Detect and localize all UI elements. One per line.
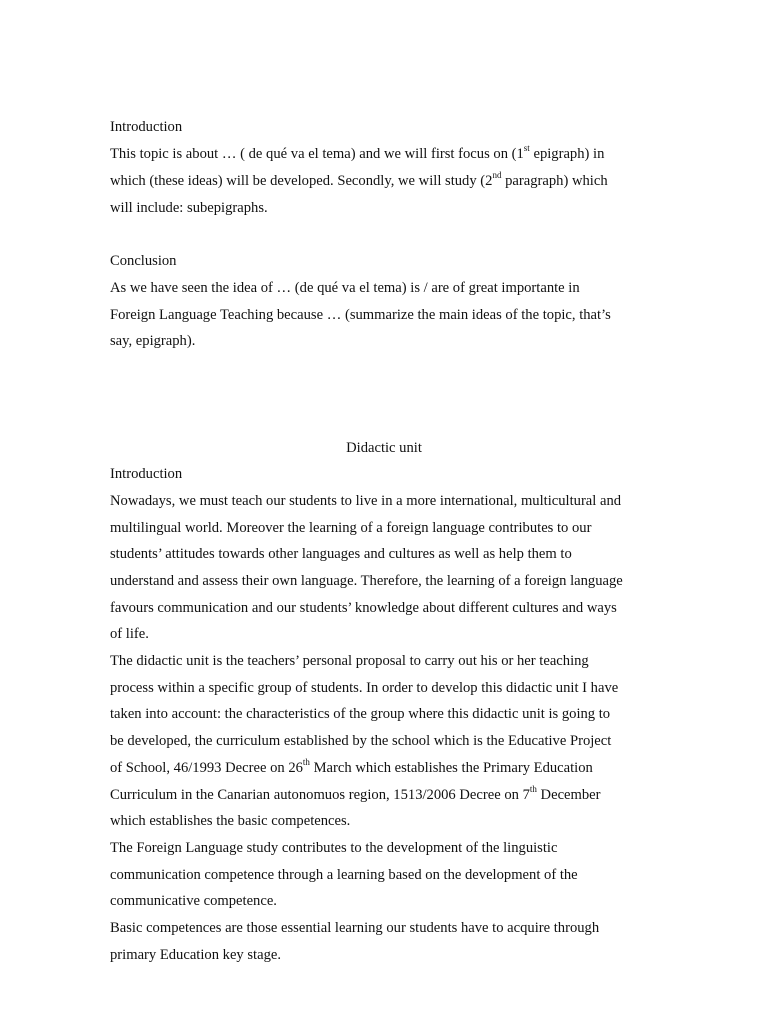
paragraph-text: of School, 46/1993 Decree on 26 <box>110 760 303 776</box>
conclusion-line: Foreign Language Teaching because … (summarize the main ideas of the topic, that’s <box>110 307 611 323</box>
paragraph-line: taken into account: the characteristics of the group where this didactic unit is going to <box>110 706 611 722</box>
paragraph-line: primary Education key stage. <box>110 947 282 963</box>
paragraph-text: Curriculum in the Canarian autonomuos region, 1513/2006 Decree on 7 <box>110 787 530 803</box>
paragraph-line: of life. <box>110 626 149 642</box>
paragraph-line: be developed, the curriculum established by the school which is the Educative Project <box>110 733 612 749</box>
intro-text: paragraph) which <box>501 173 608 189</box>
paragraph-line: students’ attitudes towards other languages and cultures as well as help them to <box>110 546 572 562</box>
intro-text: This topic is about … ( de qué va el tema) and we will first focus on (1 <box>110 146 524 162</box>
paragraph-line: which establishes the basic competences. <box>110 813 351 829</box>
ordinal-superscript: st <box>523 143 530 154</box>
paragraph-line: understand and assess their own language. Therefore, the learning of a foreign language <box>110 573 623 589</box>
paragraph-line <box>110 759 593 777</box>
conclusion-line: say, epigraph). <box>110 333 196 349</box>
intro-text: which (these ideas) will be developed. Secondly, we will study (2 <box>110 173 493 189</box>
paragraph-line: communicative competence. <box>110 893 277 909</box>
didactic-unit-title: Didactic unit <box>346 440 422 456</box>
ordinal-superscript: nd <box>492 170 502 181</box>
conclusion-line: As we have seen the idea of … (de qué va el tema) is / are of great importante in <box>110 280 580 296</box>
paragraph-line: process within a specific group of students. In order to develop this didactic unit I have <box>110 680 619 696</box>
intro-line <box>110 145 604 163</box>
paragraph-line: favours communication and our students’ knowledge about different cultures and ways <box>110 600 617 616</box>
didactic-intro-heading: Introduction <box>110 466 183 482</box>
paragraph-line <box>110 786 601 804</box>
ordinal-superscript: th <box>302 757 310 768</box>
paragraph-text: March which establishes the Primary Education <box>309 760 593 776</box>
ordinal-superscript: th <box>529 784 537 795</box>
paragraph-text: December <box>536 787 601 803</box>
paragraph-line: The Foreign Language study contributes to the development of the linguistic <box>110 840 558 856</box>
paragraph-line: Nowadays, we must teach our students to live in a more international, multicultural and <box>110 493 622 509</box>
conclusion-heading: Conclusion <box>110 253 177 269</box>
paragraph-line: Basic competences are those essential learning our students have to acquire through <box>110 920 600 936</box>
intro-text: epigraph) in <box>529 146 605 162</box>
paragraph-line: The didactic unit is the teachers’ personal proposal to carry out his or her teaching <box>110 653 589 669</box>
intro-heading: Introduction <box>110 119 183 135</box>
intro-line: will include: subepigraphs. <box>110 200 268 216</box>
paragraph-line: multilingual world. Moreover the learning of a foreign language contributes to our <box>110 520 592 536</box>
intro-line <box>110 172 608 190</box>
paragraph-line: communication competence through a learning based on the development of the <box>110 867 578 883</box>
